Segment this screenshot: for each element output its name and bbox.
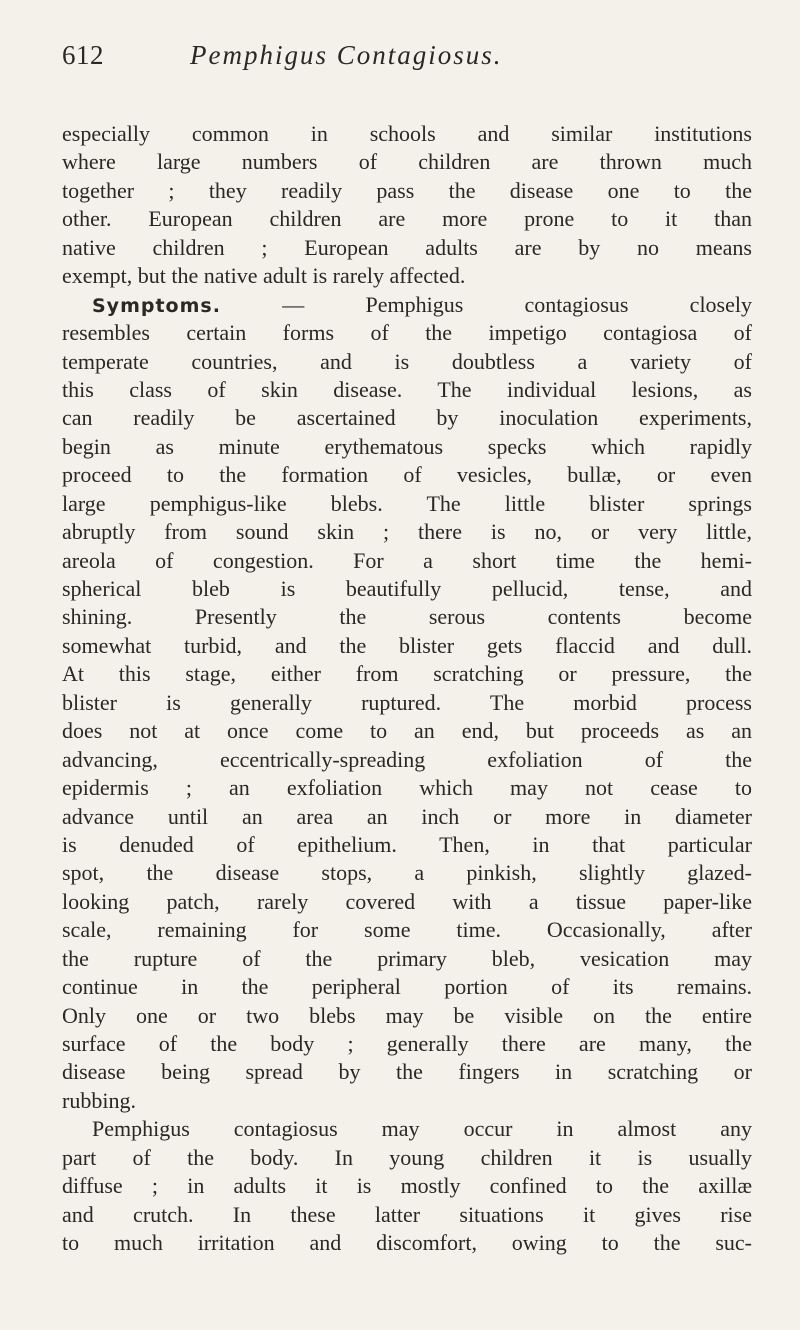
text-line: advance until an area an inch or more in diameter (62, 803, 752, 829)
text-line: shining. Presently the serous contents become (62, 604, 752, 630)
text-line: diffuse ; in adults it is mostly confined to the axillæ (62, 1173, 752, 1199)
text-line: epidermis ; an exfoliation which may not cease to (62, 775, 752, 801)
body-text (62, 120, 752, 1258)
text-line: abruptly from sound skin ; there is no, or very little, (62, 519, 752, 545)
text-line: spherical bleb is beautifully pellucid, tense, and (62, 576, 752, 601)
text-line: this class of skin disease. The individual lesions, as (62, 376, 752, 402)
text-line: blister is generally ruptured. The morbid process (62, 689, 752, 715)
text-line: and crutch. In these latter situations it gives rise (62, 1201, 752, 1227)
text-line: scale, remaining for some time. Occasionally, after (62, 917, 752, 943)
text-line (62, 291, 752, 319)
text-line: Pemphigus contagiosus may occur in almost any (92, 1116, 752, 1142)
text-line: can readily be ascertained by inoculation experiments, (62, 405, 752, 431)
text-line: is denuded of epithelium. Then, in that particular (62, 831, 752, 857)
text-line: large pemphigus-like blebs. The little blister springs (62, 490, 752, 516)
text-line: surface of the body ; generally there are many, the (62, 1031, 752, 1056)
text-line: part of the body. In young children it is usually (62, 1144, 752, 1170)
text-line: areola of congestion. For a short time the hemi- (62, 547, 752, 573)
text-line: spot, the disease stops, a pinkish, slightly glazed- (62, 860, 752, 886)
text-line: disease being spread by the fingers in scratching or (62, 1059, 752, 1085)
heading-line-rest: — Pemphigus contagiosus closely (220, 291, 752, 317)
text-line: does not at once come to an end, but proceeds as an (62, 718, 752, 744)
text-line: to much irritation and discomfort, owing to the suc- (62, 1230, 752, 1256)
text-line: the rupture of the primary bleb, vesication may (62, 945, 752, 971)
text-line: resembles certain forms of the impetigo contagiosa of (62, 320, 752, 346)
text-line: begin as minute erythematous specks which rapidly (62, 433, 752, 459)
text-line: especially common in schools and similar institutions (62, 121, 752, 146)
running-title: Pemphigus Contagiosus. (190, 40, 503, 70)
page-header (62, 40, 752, 80)
text-line: advancing, eccentrically-spreading exfoliation of the (62, 746, 752, 772)
text-line: rubbing. (62, 1087, 136, 1113)
text-line: looking patch, rarely covered with a tissue paper-like (62, 888, 752, 914)
page-number: 612 (62, 40, 104, 70)
text-line: where large numbers of children are thrown much (62, 149, 752, 175)
paragraph-symptoms (62, 291, 752, 1116)
text-line: together ; they readily pass the disease one to the (62, 177, 752, 203)
text-line: temperate countries, and is doubtless a variety of (62, 348, 752, 374)
text-line: somewhat turbid, and the blister gets flaccid and dull. (62, 632, 752, 658)
paragraph-3 (62, 1115, 752, 1257)
paragraph-1 (62, 120, 752, 291)
text-line: At this stage, either from scratching or pressure, the (62, 661, 752, 687)
section-heading-symptoms: Symptoms. (92, 294, 221, 317)
text-line: other. European children are more prone to it than (62, 206, 752, 232)
text-line: exempt, but the native adult is rarely affected. (62, 263, 466, 289)
text-line: continue in the peripheral portion of its remains. (62, 974, 752, 1000)
text-line: proceed to the formation of vesicles, bullæ, or even (62, 462, 752, 488)
text-line: native children ; European adults are by no means (62, 234, 752, 260)
text-line: Only one or two blebs may be visible on the entire (62, 1002, 752, 1028)
